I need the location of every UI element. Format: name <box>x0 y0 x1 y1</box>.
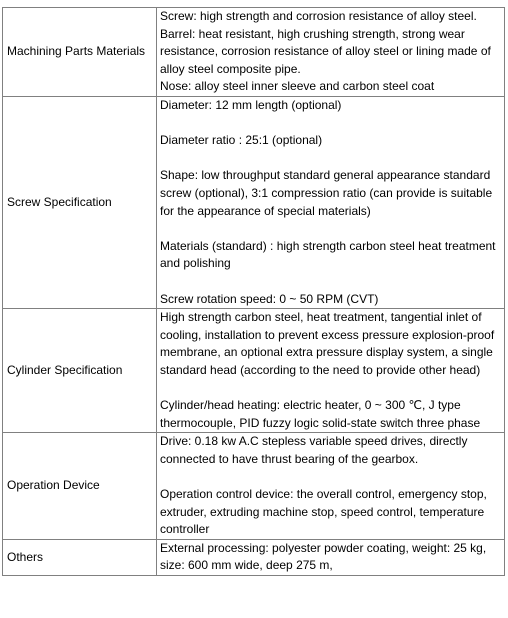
table-row <box>3 539 505 575</box>
value-paragraph: Diameter ratio : 25:1 (optional) <box>160 133 323 148</box>
row-label: Others <box>3 539 157 575</box>
table-row <box>3 433 505 540</box>
row-value <box>157 539 505 575</box>
row-label: Operation Device <box>3 433 157 540</box>
value-paragraph: Shape: low throughput standard general appearance standard screw (optional), 3:1 compression ratio (can provide is suitable for the appearance of special materials) <box>160 168 493 218</box>
value-paragraph: Drive: 0.18 kw A.C stepless variable speed drives, directly connected to have thrust bearing of the gearbox. <box>160 434 468 466</box>
paragraph-spacer <box>160 150 501 168</box>
value-paragraph: Diameter: 12 mm length (optional) <box>160 97 342 112</box>
paragraph-spacer <box>160 115 501 133</box>
value-paragraph: Cylinder/head heating: electric heater, 0 ~ 300 ℃, J type thermocouple, PID fuzzy logic solid-state switch three phase <box>160 398 481 430</box>
row-label: Machining Parts Materials <box>3 8 157 97</box>
specification-table <box>2 7 505 576</box>
table-row <box>3 8 505 97</box>
table-row <box>3 309 505 433</box>
row-value <box>157 8 505 97</box>
specification-table-body <box>3 8 505 576</box>
row-value <box>157 433 505 540</box>
value-paragraph: High strength carbon steel, heat treatment, tangential inlet of cooling, installation to prevent excess pressure explosion-proof membrane, an optional extra pressure display system, a single standard head (according to the need to provide other head) <box>160 310 495 377</box>
value-paragraph: Nose: alloy steel inner sleeve and carbon steel coat <box>160 79 435 94</box>
row-value <box>157 309 505 433</box>
row-label: Cylinder Specification <box>3 309 157 433</box>
value-paragraph: Operation control device: the overall control, emergency stop, extruder, extruding machine stop, speed control, temperature controller <box>160 487 487 537</box>
value-paragraph: External processing: polyester powder coating, weight: 25 kg, size: 600 mm wide, deep 275 m, <box>160 540 487 573</box>
value-paragraph: Materials (standard) : high strength carbon steel heat treatment and polishing <box>160 238 496 271</box>
paragraph-spacer <box>160 273 501 291</box>
table-row <box>3 96 505 308</box>
paragraph-spacer <box>160 220 501 238</box>
paragraph-spacer <box>160 379 501 397</box>
value-paragraph: Barrel: heat resistant, high crushing strength, strong wear resistance, corrosion resistance of alloy steel or lining made of alloy steel composite pipe. <box>160 26 491 76</box>
row-value <box>157 96 505 308</box>
value-paragraph: Screw: high strength and corrosion resistance of alloy steel. <box>160 9 477 23</box>
value-paragraph: Screw rotation speed: 0 ~ 50 RPM (CVT) <box>160 291 379 306</box>
paragraph-spacer <box>160 468 501 486</box>
row-label: Screw Specification <box>3 96 157 308</box>
